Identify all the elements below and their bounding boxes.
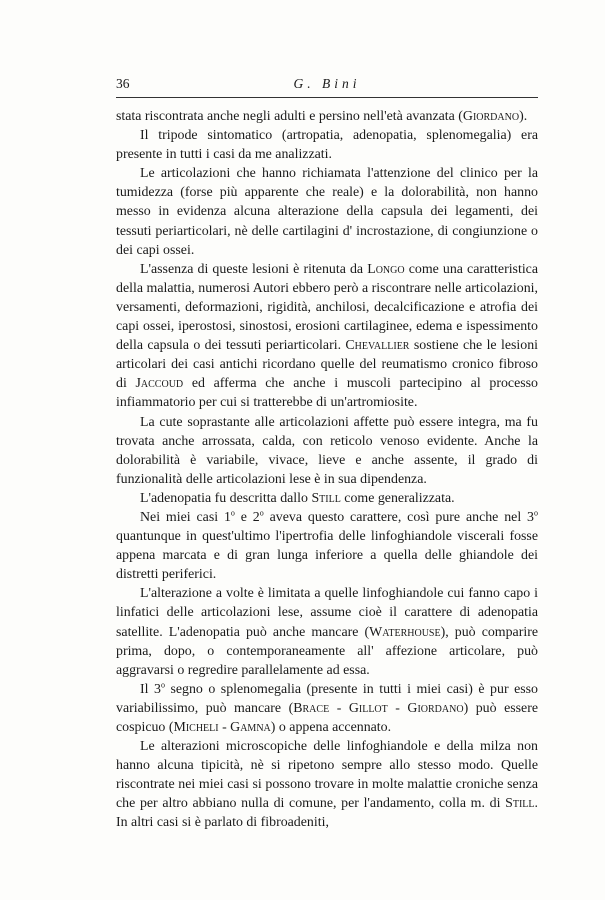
ordinal-superscript: o bbox=[230, 508, 235, 518]
text-run: ), può comparire prima, dopo, o contemporaneamente all' affezione articolare, può aggravarsi o regredire parallelamente ad essa. bbox=[116, 624, 538, 678]
text-run: Nei miei casi 1 bbox=[140, 509, 231, 525]
text-run: come generalizzata. bbox=[340, 490, 455, 506]
paragraph bbox=[116, 737, 538, 832]
text-run: La cute soprastante alle articolazioni affette può essere integra, ma fu trovata anche arrossata, calda, con reticolo venoso evidente. Anche la dolorabilità è variabile, vivace, lieve e anche assente, il grado di funzionalità delle articolazioni lese è in sua dipendenza. bbox=[116, 414, 538, 487]
text-run: Le articolazioni che hanno richiamata l'attenzione del clinico per la tumidezza (forse più apparente che reale) e la dolorabilità, non hanno messo in evidenza alcuna alterazione della capsula dei legamenti, dei tessuti periarticolari, nè delle cartilagini d' incrostazione, di congiunzione o dei capi ossei. bbox=[116, 166, 538, 258]
author-name: Longo bbox=[367, 261, 405, 277]
text-run: aveva questo carattere, così pure anche nel 3 bbox=[263, 509, 535, 525]
ordinal-superscript: o bbox=[160, 680, 165, 690]
text-run: L'alterazione a volte è limitata a quelle linfoghiandole cui fanno capo i linfatici delle articolazioni lese, assume cioè il carattere di adenopatia satellite. L'adenopatia può anche mancare ( bbox=[116, 586, 538, 640]
ordinal-superscript: o bbox=[534, 508, 539, 518]
page-number: 36 bbox=[116, 76, 130, 91]
text-run: L'assenza di queste lesioni è ritenuta da bbox=[140, 261, 368, 277]
paragraph bbox=[116, 164, 538, 259]
text-run: come una caratteristica della malattia, numerosi Autori ebbero però a riscontrare nelle articolazioni, versamenti, deformazioni, rigidità, anchilosi, decalcificazione e atrofia dei capi ossei, iperostosi, sinostosi, erosioni cartilaginee, edema e ispessimento della capsula o dei tessuti periarticolari. bbox=[116, 261, 539, 354]
text-run: . In altri casi si è parlato di fibroadeniti, bbox=[116, 796, 538, 831]
text-run: quantunque in quest'ultimo l'ipertrofia delle linfoghiandole viscerali fosse appena marcata e di gran lunga inferiore a quella delle ghiandole dei distretti periferici. bbox=[116, 529, 538, 583]
text-run: ). bbox=[519, 109, 528, 124]
paragraph bbox=[116, 413, 538, 489]
text-run: Il tripode sintomatico (artropatia, adenopatia, splenomegalia) era presente in tutti i casi da me analizzati. bbox=[116, 128, 538, 163]
header-rule bbox=[116, 97, 538, 98]
running-head bbox=[116, 74, 538, 96]
text-run: segno o splenomegalia (presente in tutti i miei casi) è pur esso variabilissimo, può mancare ( bbox=[116, 681, 539, 716]
author-name: Still bbox=[311, 490, 341, 506]
text-run: sostiene che le lesioni articolari dei casi antichi ricordano quelle del reumatismo cronico fibroso di bbox=[116, 338, 538, 392]
author-name: Chevallier bbox=[345, 338, 410, 354]
text-run: Il 3 bbox=[140, 681, 161, 697]
text-run: ) può essere cospicuo ( bbox=[116, 700, 539, 735]
text-run: Le alterazioni microscopiche delle linfoghiandole e della milza non hanno alcuna tipicità, nè si ripetono sempre allo stesso modo. Quelle riscontrate nei miei casi si possono trovare in molte malattie croniche senza che per altro abbiano nulla di comune, per l'andamento, colla m. di bbox=[116, 739, 538, 812]
paragraph bbox=[116, 508, 538, 584]
text-run: stata riscontrata anche negli adulti e persino nell'età avanzata ( bbox=[116, 109, 463, 124]
author-name: Still bbox=[505, 796, 535, 812]
paragraph bbox=[116, 107, 538, 126]
text-run: L'adenopatia fu descritta dallo bbox=[140, 490, 312, 506]
text-run: e 2 bbox=[234, 509, 260, 525]
author-name: Micheli - Gamna bbox=[173, 720, 271, 735]
paragraph bbox=[116, 584, 538, 679]
paragraph bbox=[116, 260, 538, 413]
paragraph bbox=[116, 126, 538, 164]
running-title: G. Bini bbox=[293, 76, 361, 91]
author-name: Waterhouse bbox=[369, 624, 441, 640]
paragraph bbox=[116, 489, 538, 508]
author-name: Jaccoud bbox=[135, 376, 184, 392]
paragraph bbox=[116, 680, 538, 737]
text-run: ) o appena accennato. bbox=[270, 720, 392, 735]
text-run: ed afferma che anche i muscoli partecipino al processo infiammatorio per cui si tratterebbe di un'artromiosite. bbox=[116, 376, 538, 411]
body-text bbox=[116, 107, 538, 833]
ordinal-superscript: o bbox=[259, 508, 264, 518]
author-name: Giordano bbox=[462, 109, 520, 124]
author-name: Brace - Gillot - Giordano bbox=[293, 700, 464, 716]
